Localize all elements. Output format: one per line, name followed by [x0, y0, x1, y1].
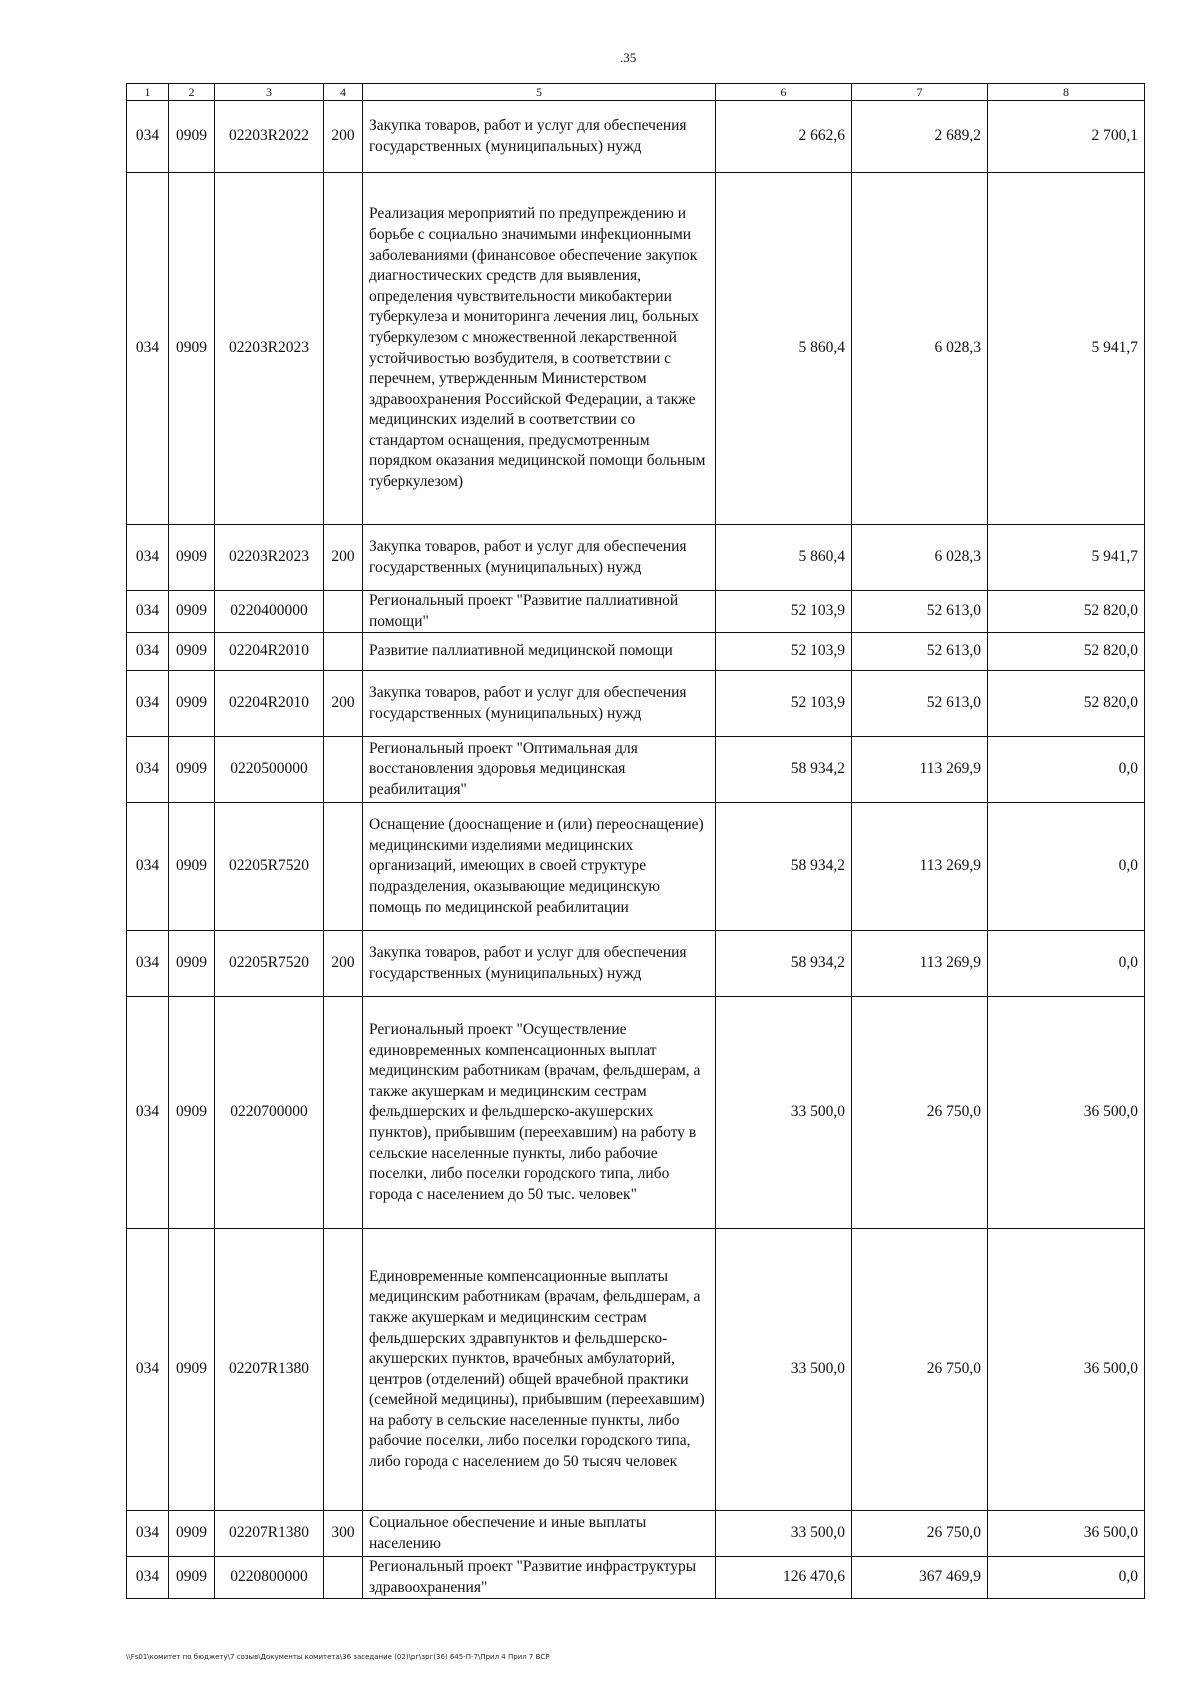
cell-amount-year1: 5 860,4: [716, 525, 852, 591]
cell-target-article: 02204R2010: [215, 671, 324, 737]
cell-amount-year3: 0,0: [988, 803, 1145, 931]
cell-amount-year2: 113 269,9: [852, 737, 988, 803]
table-row: [127, 101, 1145, 173]
column-header-4: 4: [324, 84, 363, 101]
cell-target-article: 02207R1380: [215, 1229, 324, 1511]
table-row: [127, 737, 1145, 803]
budget-table: [126, 83, 1145, 1599]
cell-section-code: 0909: [169, 737, 215, 803]
cell-expense-type: [324, 173, 363, 525]
cell-amount-year3: 0,0: [988, 931, 1145, 997]
column-header-6: 6: [716, 84, 852, 101]
cell-ministry-code: 034: [127, 101, 169, 173]
cell-amount-year3: 52 820,0: [988, 591, 1145, 633]
cell-amount-year1: 5 860,4: [716, 173, 852, 525]
cell-amount-year2: 26 750,0: [852, 1511, 988, 1557]
cell-target-article: 02205R7520: [215, 803, 324, 931]
cell-description: Региональный проект "Развитие инфраструктуры здравоохранения": [363, 1557, 716, 1599]
cell-target-article: 02203R2023: [215, 525, 324, 591]
cell-expense-type: [324, 803, 363, 931]
cell-amount-year2: 52 613,0: [852, 633, 988, 671]
cell-description: Реализация мероприятий по предупреждению и борьбе с социально значимыми инфекционными заболеваниями (финансовое обеспечение закупок диагностических средств для выявления, определения чувствительности микобактерии туберкулеза и мониторинга лечения лиц, больных туберкулезом с множественной лекарственной устойчивостью возбудителя, в соответствии с перечнем, утвержденным Министерством здравоохранения Российской Федерации, а также медицинских изделий в соответствии со стандартом оснащения, предусмотренным порядком оказания медицинской помощи больным туберкулезом): [363, 173, 716, 525]
cell-target-article: 02205R7520: [215, 931, 324, 997]
cell-amount-year3: 0,0: [988, 1557, 1145, 1599]
footer-file-path: \\Fs01\комитет по бюджету\7 созыв\Документы комитета\36 заседание (02)\рг\зрг(36) 645-П-7\Прил 4 Прил 7 ВСР: [126, 1653, 550, 1661]
cell-ministry-code: 034: [127, 803, 169, 931]
table-row: [127, 591, 1145, 633]
cell-description: Закупка товаров, работ и услуг для обеспечения государственных (муниципальных) нужд: [363, 101, 716, 173]
cell-amount-year3: 0,0: [988, 737, 1145, 803]
cell-target-article: 02207R1380: [215, 1511, 324, 1557]
cell-expense-type: [324, 633, 363, 671]
cell-expense-type: 200: [324, 101, 363, 173]
cell-section-code: 0909: [169, 1511, 215, 1557]
cell-section-code: 0909: [169, 1557, 215, 1599]
column-header-3: 3: [215, 84, 324, 101]
cell-amount-year1: 126 470,6: [716, 1557, 852, 1599]
table-row: [127, 525, 1145, 591]
cell-expense-type: 300: [324, 1511, 363, 1557]
cell-amount-year3: 36 500,0: [988, 997, 1145, 1229]
cell-amount-year3: 52 820,0: [988, 671, 1145, 737]
header-row: [127, 84, 1145, 101]
cell-amount-year3: 36 500,0: [988, 1511, 1145, 1557]
cell-description: Закупка товаров, работ и услуг для обеспечения государственных (муниципальных) нужд: [363, 525, 716, 591]
table-body: [127, 101, 1145, 1599]
cell-section-code: 0909: [169, 671, 215, 737]
column-header-2: 2: [169, 84, 215, 101]
cell-target-article: 02203R2023: [215, 173, 324, 525]
cell-description: Региональный проект "Развитие паллиативной помощи": [363, 591, 716, 633]
cell-target-article: 02204R2010: [215, 633, 324, 671]
table-row: [127, 931, 1145, 997]
table-row: [127, 1511, 1145, 1557]
cell-ministry-code: 034: [127, 1557, 169, 1599]
cell-expense-type: [324, 737, 363, 803]
cell-amount-year3: 52 820,0: [988, 633, 1145, 671]
cell-section-code: 0909: [169, 633, 215, 671]
cell-expense-type: 200: [324, 525, 363, 591]
cell-amount-year2: 113 269,9: [852, 803, 988, 931]
page-number: .35: [620, 50, 637, 65]
column-header-7: 7: [852, 84, 988, 101]
cell-target-article: 02203R2022: [215, 101, 324, 173]
cell-description: Оснащение (дооснащение и (или) переоснащение) медицинскими изделиями медицинских организаций, имеющих в своей структуре подразделения, оказывающие медицинскую помощь по медицинской реабилитации: [363, 803, 716, 931]
cell-amount-year1: 58 934,2: [716, 931, 852, 997]
cell-amount-year2: 52 613,0: [852, 591, 988, 633]
cell-section-code: 0909: [169, 1229, 215, 1511]
table-row: [127, 671, 1145, 737]
column-header-8: 8: [988, 84, 1145, 101]
cell-ministry-code: 034: [127, 633, 169, 671]
cell-amount-year3: 2 700,1: [988, 101, 1145, 173]
cell-description: Единовременные компенсационные выплаты медицинским работникам (врачам, фельдшерам, а также акушеркам и медицинским сестрам фельдшерских здравпунктов и фельдшерско-акушерских пунктов, врачебных амбулаторий, центров (отделений) общей врачебной практики (семейной медицины), прибывшим (переехавшим) на работу в сельские населенные пункты, либо рабочие поселки, либо поселки городского типа, либо города с населением до 50 тысяч человек: [363, 1229, 716, 1511]
cell-ministry-code: 034: [127, 525, 169, 591]
cell-amount-year2: 2 689,2: [852, 101, 988, 173]
cell-expense-type: 200: [324, 931, 363, 997]
cell-amount-year3: 5 941,7: [988, 525, 1145, 591]
cell-target-article: 0220700000: [215, 997, 324, 1229]
table-row: [127, 1229, 1145, 1511]
cell-ministry-code: 034: [127, 173, 169, 525]
cell-amount-year1: 52 103,9: [716, 591, 852, 633]
cell-section-code: 0909: [169, 931, 215, 997]
cell-description: Развитие паллиативной медицинской помощи: [363, 633, 716, 671]
cell-target-article: 0220800000: [215, 1557, 324, 1599]
cell-ministry-code: 034: [127, 591, 169, 633]
cell-amount-year1: 33 500,0: [716, 1229, 852, 1511]
cell-amount-year2: 26 750,0: [852, 1229, 988, 1511]
cell-amount-year2: 6 028,3: [852, 525, 988, 591]
table-row: [127, 1557, 1145, 1599]
cell-amount-year3: 5 941,7: [988, 173, 1145, 525]
cell-section-code: 0909: [169, 803, 215, 931]
cell-amount-year1: 33 500,0: [716, 1511, 852, 1557]
cell-target-article: 0220400000: [215, 591, 324, 633]
table-row: [127, 803, 1145, 931]
cell-expense-type: [324, 591, 363, 633]
cell-section-code: 0909: [169, 525, 215, 591]
cell-expense-type: [324, 997, 363, 1229]
cell-amount-year1: 52 103,9: [716, 671, 852, 737]
cell-description: Закупка товаров, работ и услуг для обеспечения государственных (муниципальных) нужд: [363, 931, 716, 997]
column-header-1: 1: [127, 84, 169, 101]
cell-ministry-code: 034: [127, 737, 169, 803]
cell-description: Региональный проект "Осуществление единовременных компенсационных выплат медицинским работникам (врачам, фельдшерам, а также акушеркам и медицинским сестрам фельдшерских и фельдшерско-акушерских пунктов), прибывшим (переехавшим) на работу в сельские населенные пункты, либо рабочие поселки, либо поселки городского типа, либо города с населением до 50 тыс. человек": [363, 997, 716, 1229]
cell-ministry-code: 034: [127, 671, 169, 737]
cell-expense-type: 200: [324, 671, 363, 737]
cell-ministry-code: 034: [127, 997, 169, 1229]
cell-amount-year1: 33 500,0: [716, 997, 852, 1229]
cell-expense-type: [324, 1557, 363, 1599]
cell-section-code: 0909: [169, 591, 215, 633]
cell-description: Закупка товаров, работ и услуг для обеспечения государственных (муниципальных) нужд: [363, 671, 716, 737]
cell-amount-year1: 58 934,2: [716, 803, 852, 931]
cell-target-article: 0220500000: [215, 737, 324, 803]
cell-amount-year1: 52 103,9: [716, 633, 852, 671]
table-row: [127, 633, 1145, 671]
cell-ministry-code: 034: [127, 931, 169, 997]
table-row: [127, 997, 1145, 1229]
cell-amount-year2: 113 269,9: [852, 931, 988, 997]
cell-ministry-code: 034: [127, 1229, 169, 1511]
cell-amount-year2: 367 469,9: [852, 1557, 988, 1599]
cell-amount-year2: 52 613,0: [852, 671, 988, 737]
cell-section-code: 0909: [169, 173, 215, 525]
cell-section-code: 0909: [169, 101, 215, 173]
cell-ministry-code: 034: [127, 1511, 169, 1557]
cell-amount-year3: 36 500,0: [988, 1229, 1145, 1511]
cell-amount-year2: 6 028,3: [852, 173, 988, 525]
cell-section-code: 0909: [169, 997, 215, 1229]
cell-description: Социальное обеспечение и иные выплаты населению: [363, 1511, 716, 1557]
cell-amount-year2: 26 750,0: [852, 997, 988, 1229]
table-row: [127, 173, 1145, 525]
cell-amount-year1: 58 934,2: [716, 737, 852, 803]
cell-expense-type: [324, 1229, 363, 1511]
cell-amount-year1: 2 662,6: [716, 101, 852, 173]
cell-description: Региональный проект "Оптимальная для восстановления здоровья медицинская реабилитация": [363, 737, 716, 803]
column-header-5: 5: [363, 84, 716, 101]
